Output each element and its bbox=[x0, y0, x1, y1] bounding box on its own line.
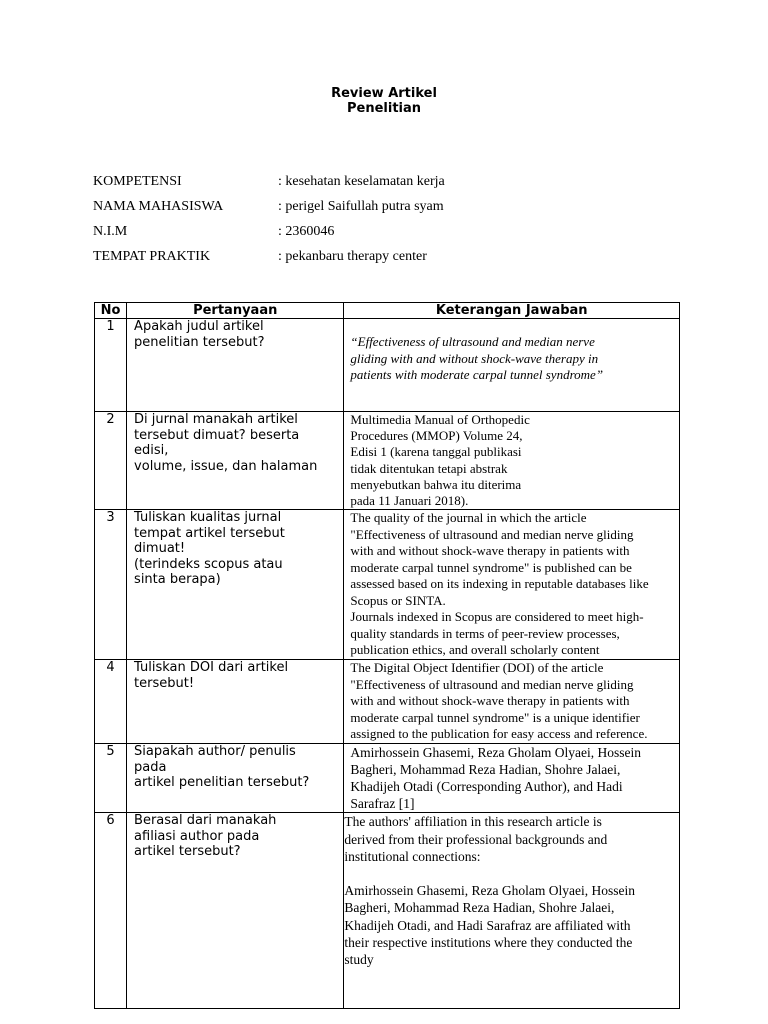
review-table bbox=[94, 302, 680, 1009]
answer-cell bbox=[344, 813, 680, 1009]
question-line: Siapakah author/ penulis bbox=[134, 744, 296, 760]
answer-line: with and without shock-wave therapy in patients with bbox=[350, 693, 630, 709]
info-value-nama: : perigel Saifullah putra syam bbox=[278, 199, 444, 214]
answer-line: Edisi 1 (karena tanggal publikasi bbox=[350, 444, 522, 460]
question-cell bbox=[127, 319, 344, 412]
row-number: 3 bbox=[95, 510, 127, 660]
answer-line: patients with moderate carpal tunnel syndrome” bbox=[350, 367, 604, 382]
header-keterangan: Keterangan Jawaban bbox=[344, 303, 680, 319]
question-line: artikel tersebut? bbox=[134, 844, 241, 860]
table-row bbox=[95, 510, 680, 660]
question-line: tempat artikel tersebut bbox=[134, 525, 285, 541]
question-line: afiliasi author pada bbox=[134, 828, 260, 844]
answer-line: derived from their professional backgrounds and bbox=[344, 831, 608, 847]
header-pertanyaan: Pertanyaan bbox=[127, 303, 344, 319]
answer-line: quality standards in terms of peer-review processes, bbox=[350, 625, 620, 641]
title-line-1: Review Artikel bbox=[331, 86, 437, 101]
answer-line: “Effectiveness of ultrasound and median nerve bbox=[350, 334, 595, 349]
question-cell bbox=[127, 510, 344, 660]
question-cell bbox=[127, 412, 344, 510]
answer-line: Sarafraz [1] bbox=[350, 796, 415, 812]
answer-line: Journals indexed in Scopus are considered to meet high- bbox=[350, 609, 644, 625]
info-label-tempat: TEMPAT PRAKTIK bbox=[93, 249, 211, 264]
answer-line: moderate carpal tunnel syndrome" is published can be bbox=[350, 559, 632, 575]
answer-line: their respective institutions where they conducted the bbox=[344, 935, 633, 950]
question-line: sinta berapa) bbox=[134, 572, 221, 588]
info-label-nama: NAMA MAHASISWA bbox=[93, 199, 224, 214]
question-line: (terindeks scopus atau bbox=[134, 556, 283, 572]
table-row bbox=[95, 412, 680, 510]
question-line: penelitian tersebut? bbox=[134, 334, 265, 350]
answer-line: "Effectiveness of ultrasound and median nerve gliding bbox=[350, 676, 634, 692]
answer-line: Khadijeh Otadi, and Hadi Sarafraz are affiliated with bbox=[344, 917, 631, 933]
question-cell bbox=[127, 813, 344, 1009]
answer-cell bbox=[344, 660, 680, 744]
answer-line: Amirhossein Ghasemi, Reza Gholam Olyaei, Hossein bbox=[344, 883, 635, 899]
info-value-nim: : 2360046 bbox=[278, 224, 335, 239]
row-number: 4 bbox=[95, 660, 127, 744]
answer-line: Bagheri, Mohammad Reza Hadian, Shohre Jalaei, bbox=[344, 900, 615, 916]
table-row bbox=[95, 813, 680, 1009]
answer-line: The authors' affiliation in this research article is bbox=[344, 814, 602, 830]
question-line: Tuliskan DOI dari artikel bbox=[134, 660, 289, 676]
row-number: 6 bbox=[95, 813, 127, 1009]
question-line: Berasal dari manakah bbox=[134, 813, 277, 829]
answer-line: Scopus or SINTA. bbox=[350, 592, 446, 608]
info-value-tempat: : pekanbaru therapy center bbox=[278, 249, 427, 264]
answer-line: Khadijeh Otadi (Corresponding Author), and Hadi bbox=[350, 779, 623, 795]
table-header-row bbox=[95, 303, 680, 319]
answer-cell bbox=[344, 319, 680, 412]
answer-line: gliding with and without shock-wave therapy in bbox=[350, 350, 599, 366]
question-line: artikel penelitian tersebut? bbox=[134, 775, 310, 791]
answer-line: "Effectiveness of ultrasound and median nerve gliding bbox=[350, 526, 634, 542]
answer-line: The Digital Object Identifier (DOI) of the article bbox=[350, 660, 604, 676]
header-no: No bbox=[95, 303, 127, 319]
question-line: pada bbox=[134, 759, 167, 775]
row-number: 2 bbox=[95, 412, 127, 510]
answer-line: Bagheri, Mohammad Reza Hadian, Shohre Jalaei, bbox=[350, 762, 621, 778]
answer-line: Amirhossein Ghasemi, Reza Gholam Olyaei, Hossein bbox=[350, 745, 641, 761]
info-label-kompetensi: KOMPETENSI bbox=[93, 174, 182, 189]
table-row bbox=[95, 744, 680, 813]
paragraph-gap bbox=[344, 865, 679, 882]
answer-line: assessed based on its indexing in reputable databases like bbox=[350, 576, 649, 592]
table-row bbox=[95, 660, 680, 744]
answer-line: Multimedia Manual of Orthopedic bbox=[350, 412, 530, 427]
answer-cell bbox=[344, 412, 680, 510]
question-line: Apakah judul artikel bbox=[134, 319, 264, 334]
answer-line: publication ethics, and overall scholarly content bbox=[350, 642, 600, 658]
answer-line: with and without shock-wave therapy in patients with bbox=[350, 543, 630, 559]
answer-line: institutional connections: bbox=[344, 848, 481, 864]
question-line: Tuliskan kualitas jurnal bbox=[134, 510, 282, 526]
answer-cell bbox=[344, 744, 680, 813]
question-cell bbox=[127, 744, 344, 813]
answer-line: Procedures (MMOP) Volume 24, bbox=[350, 428, 523, 444]
answer-line: pada 11 Januari 2018). bbox=[350, 493, 469, 509]
question-line: volume, issue, dan halaman bbox=[134, 458, 318, 474]
question-line: edisi, bbox=[134, 443, 169, 458]
answer-line: menyebutkan bahwa itu diterima bbox=[350, 476, 522, 492]
question-line: Di jurnal manakah artikel bbox=[134, 412, 298, 427]
answer-line: study bbox=[344, 952, 374, 968]
question-line: tersebut dimuat? beserta bbox=[134, 427, 300, 443]
answer-line: The quality of the journal in which the article bbox=[350, 510, 587, 526]
answer-line: moderate carpal tunnel syndrome" is a unique identifier bbox=[350, 709, 640, 725]
question-line: tersebut! bbox=[134, 675, 195, 691]
table-row bbox=[95, 319, 680, 412]
row-number: 5 bbox=[95, 744, 127, 813]
question-line: dimuat! bbox=[134, 541, 186, 557]
title-line-2: Penelitian bbox=[346, 101, 422, 116]
question-cell bbox=[127, 660, 344, 744]
row-number: 1 bbox=[95, 319, 127, 412]
answer-line: tidak ditentukan tetapi abstrak bbox=[350, 460, 508, 476]
info-value-kompetensi: : kesehatan keselamatan kerja bbox=[278, 174, 445, 189]
answer-cell bbox=[344, 510, 680, 660]
info-label-nim: N.I.M bbox=[93, 224, 128, 239]
answer-line: assigned to the publication for easy access and reference. bbox=[350, 726, 648, 742]
